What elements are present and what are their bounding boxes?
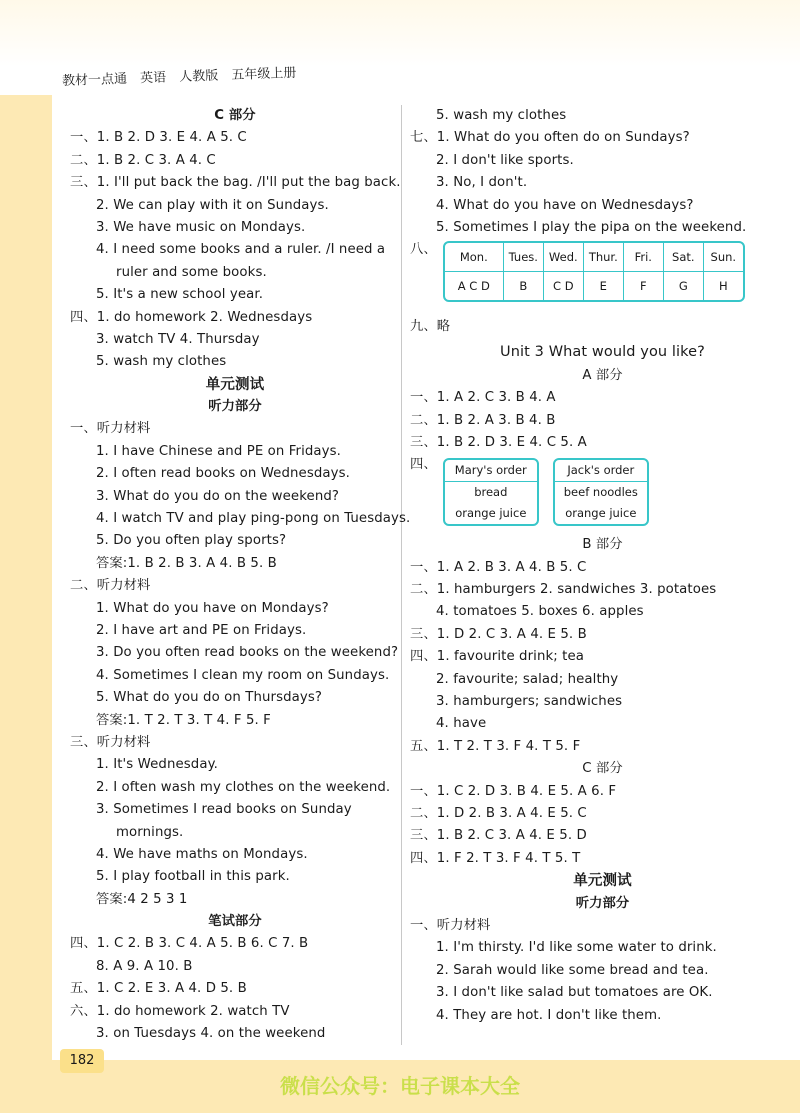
right-bottom-line: 五、1. T 2. T 3. F 4. T 5. F bbox=[410, 738, 581, 754]
right-mid-block bbox=[410, 316, 795, 454]
order-title: Mary's order bbox=[445, 460, 537, 482]
left-line: 3. We have music on Mondays. bbox=[96, 219, 306, 235]
watermark: 微信公众号：电子课本大全 bbox=[280, 1074, 520, 1098]
right-mid-line: 二、1. B 2. A 3. B 4. B bbox=[410, 412, 556, 428]
left-line: 3. Sometimes I read books on Sunday bbox=[96, 802, 352, 818]
left-line: 1. What do you have on Mondays? bbox=[96, 600, 329, 616]
answer-cell: G bbox=[664, 272, 704, 300]
left-line: 3. watch TV 4. Thursday bbox=[96, 331, 260, 347]
day-table bbox=[443, 241, 745, 302]
right-bottom-line: 2. Sarah would like some bread and tea. bbox=[436, 962, 709, 978]
day-cell: Mon. bbox=[445, 243, 504, 272]
right-top-line: 4. What do you have on Wednesdays? bbox=[436, 197, 694, 213]
left-line: 一、1. B 2. D 3. E 4. A 5. C bbox=[70, 130, 247, 146]
left-line: 8. A 9. A 10. B bbox=[96, 958, 193, 974]
right-bottom-line: 单元测试 bbox=[573, 873, 632, 890]
left-line: 答案:4 2 5 3 1 bbox=[96, 891, 188, 907]
left-line: 二、听力材料 bbox=[70, 578, 151, 594]
right-bottom-line: 二、1. hamburgers 2. sandwiches 3. potatoes bbox=[410, 582, 717, 598]
left-line: 四、1. do homework 2. Wednesdays bbox=[70, 309, 313, 325]
answer-cell: A C D bbox=[445, 272, 504, 300]
right-bottom-line: 4. They are hot. I don't like them. bbox=[436, 1007, 662, 1023]
left-line: 二、1. B 2. C 3. A 4. C bbox=[70, 152, 216, 168]
header-grade: 五年级上册 bbox=[231, 65, 297, 84]
right-mid-line: 九、略 bbox=[410, 319, 451, 335]
day-cell: Tues. bbox=[504, 243, 544, 272]
left-line: C 部分 bbox=[214, 108, 256, 123]
left-line: 笔试部分 bbox=[208, 914, 262, 930]
answer-cell: F bbox=[624, 272, 664, 300]
left-line: 5. I play football in this park. bbox=[96, 869, 290, 885]
right-bottom-line: 2. favourite; salad; healthy bbox=[436, 671, 619, 687]
answer-cell: C D bbox=[544, 272, 584, 300]
q8-block bbox=[410, 239, 795, 302]
right-bottom-line: C 部分 bbox=[582, 761, 623, 777]
left-line: 3. on Tuesdays 4. on the weekend bbox=[96, 1026, 326, 1042]
left-line: 2. We can play with it on Sundays. bbox=[96, 197, 329, 213]
right-mid-line: 一、1. A 2. C 3. B 4. A bbox=[410, 390, 556, 406]
left-line: 5. Do you often play sports? bbox=[96, 533, 287, 549]
left-line: ruler and some books. bbox=[116, 264, 267, 280]
right-bottom-line: 二、1. D 2. B 3. A 4. E 5. C bbox=[410, 805, 587, 821]
left-line: 三、听力材料 bbox=[70, 734, 151, 750]
answers-row bbox=[445, 272, 743, 300]
order-box bbox=[553, 458, 649, 526]
page-number: 182 bbox=[60, 1049, 104, 1073]
order-item: orange juice bbox=[565, 506, 637, 521]
right-bottom-line: 听力部分 bbox=[575, 895, 630, 911]
right-top-line: 3. No, I don't. bbox=[436, 175, 528, 191]
right-bottom-line: 一、1. A 2. B 3. A 4. B 5. C bbox=[410, 559, 587, 575]
right-top-line: 七、1. What do you often do on Sundays? bbox=[410, 130, 690, 146]
left-line: 1. I have Chinese and PE on Fridays. bbox=[96, 443, 341, 459]
right-top-block bbox=[410, 105, 795, 239]
right-top-line: 5. Sometimes I play the pipa on the weekend. bbox=[436, 219, 747, 235]
left-line: 3. What do you do on the weekend? bbox=[96, 488, 340, 504]
right-mid-line: 三、1. B 2. D 3. E 4. C 5. A bbox=[410, 434, 587, 450]
left-line: 4. I watch TV and play ping-pong on Tuesdays. bbox=[96, 511, 411, 527]
right-bottom-line: 3. hamburgers; sandwiches bbox=[436, 694, 623, 710]
left-line: 5. It's a new school year. bbox=[96, 287, 264, 303]
answer-cell: B bbox=[504, 272, 544, 300]
left-line: 4. Sometimes I clean my room on Sundays. bbox=[96, 667, 390, 683]
order-title: Jack's order bbox=[555, 460, 647, 482]
order-boxes bbox=[443, 458, 649, 526]
left-line: 单元测试 bbox=[205, 376, 265, 393]
left-line: 4. I need some books and a ruler. /I need a bbox=[96, 242, 386, 258]
day-cell: Wed. bbox=[544, 243, 584, 272]
left-line: 一、听力材料 bbox=[70, 421, 151, 437]
right-bottom-line: 3. I don't like salad but tomatoes are OK. bbox=[436, 985, 713, 1001]
q4-label: 四、 bbox=[410, 457, 437, 473]
right-column bbox=[410, 105, 795, 1027]
right-bottom-block bbox=[410, 534, 795, 1027]
left-line: 答案:1. T 2. T 3. T 4. F 5. F bbox=[96, 712, 271, 728]
left-line: 2. I often read books on Wednesdays. bbox=[96, 466, 350, 482]
right-bottom-line: B 部分 bbox=[582, 537, 623, 553]
q4-block bbox=[410, 454, 795, 526]
day-cell: Sat. bbox=[664, 243, 704, 272]
header-book: 教材一点通 bbox=[61, 71, 128, 89]
left-line: 5. wash my clothes bbox=[96, 354, 227, 370]
order-item: bread bbox=[474, 485, 508, 500]
left-line: 五、1. C 2. E 3. A 4. D 5. B bbox=[70, 981, 247, 997]
left-line: 1. It's Wednesday. bbox=[96, 757, 218, 773]
day-cell: Fri. bbox=[624, 243, 664, 272]
right-bottom-line: 三、1. D 2. C 3. A 4. E 5. B bbox=[410, 626, 587, 642]
right-bottom-line: 四、1. F 2. T 3. F 4. T 5. T bbox=[410, 850, 581, 866]
order-box bbox=[443, 458, 539, 526]
right-bottom-line: 三、1. B 2. C 3. A 4. E 5. D bbox=[410, 828, 587, 844]
right-bottom-line: 四、1. favourite drink; tea bbox=[410, 649, 585, 665]
left-line: 三、1. I'll put back the bag. /I'll put the bag back. bbox=[70, 175, 401, 191]
left-line: 5. What do you do on Thursdays? bbox=[96, 690, 323, 706]
days-row bbox=[445, 243, 743, 272]
left-line: 听力部分 bbox=[208, 399, 262, 415]
left-column bbox=[70, 105, 411, 1045]
right-bottom-line: 一、听力材料 bbox=[410, 917, 491, 933]
right-top-line: 2. I don't like sports. bbox=[436, 152, 574, 168]
day-cell: Thur. bbox=[584, 243, 624, 272]
left-line: 四、1. C 2. B 3. C 4. A 5. B 6. C 7. B bbox=[70, 936, 309, 952]
order-item: beef noodles bbox=[563, 485, 638, 500]
day-cell: Sun. bbox=[704, 243, 743, 272]
left-line: 4. We have maths on Mondays. bbox=[96, 846, 308, 862]
right-bottom-line: 4. have bbox=[436, 716, 487, 732]
q8-label: 八、 bbox=[410, 242, 437, 258]
column-divider bbox=[401, 105, 402, 1045]
answer-cell: E bbox=[584, 272, 624, 300]
left-line: 3. Do you often read books on the weekend? bbox=[96, 645, 399, 661]
header-edition: 人教版 bbox=[179, 68, 219, 85]
right-bottom-line: 4. tomatoes 5. boxes 6. apples bbox=[436, 604, 644, 620]
right-bottom-line: 1. I'm thirsty. I'd like some water to drink. bbox=[436, 940, 717, 956]
left-line: 答案:1. B 2. B 3. A 4. B 5. B bbox=[96, 555, 277, 571]
left-line: 2. I often wash my clothes on the weekend. bbox=[96, 779, 391, 795]
right-bottom-line: 一、1. C 2. D 3. B 4. E 5. A 6. F bbox=[410, 783, 617, 799]
right-top-line: 5. wash my clothes bbox=[436, 108, 567, 123]
order-item: orange juice bbox=[455, 506, 527, 521]
left-line: 2. I have art and PE on Fridays. bbox=[96, 622, 307, 638]
left-line: mornings. bbox=[116, 824, 184, 840]
header-subject: 英语 bbox=[139, 70, 167, 87]
right-mid-line: A 部分 bbox=[582, 367, 623, 383]
left-line: 六、1. do homework 2. watch TV bbox=[70, 1003, 290, 1019]
right-mid-line: Unit 3 What would you like? bbox=[500, 343, 705, 360]
left-band bbox=[0, 95, 52, 1113]
answer-cell: H bbox=[718, 279, 728, 294]
